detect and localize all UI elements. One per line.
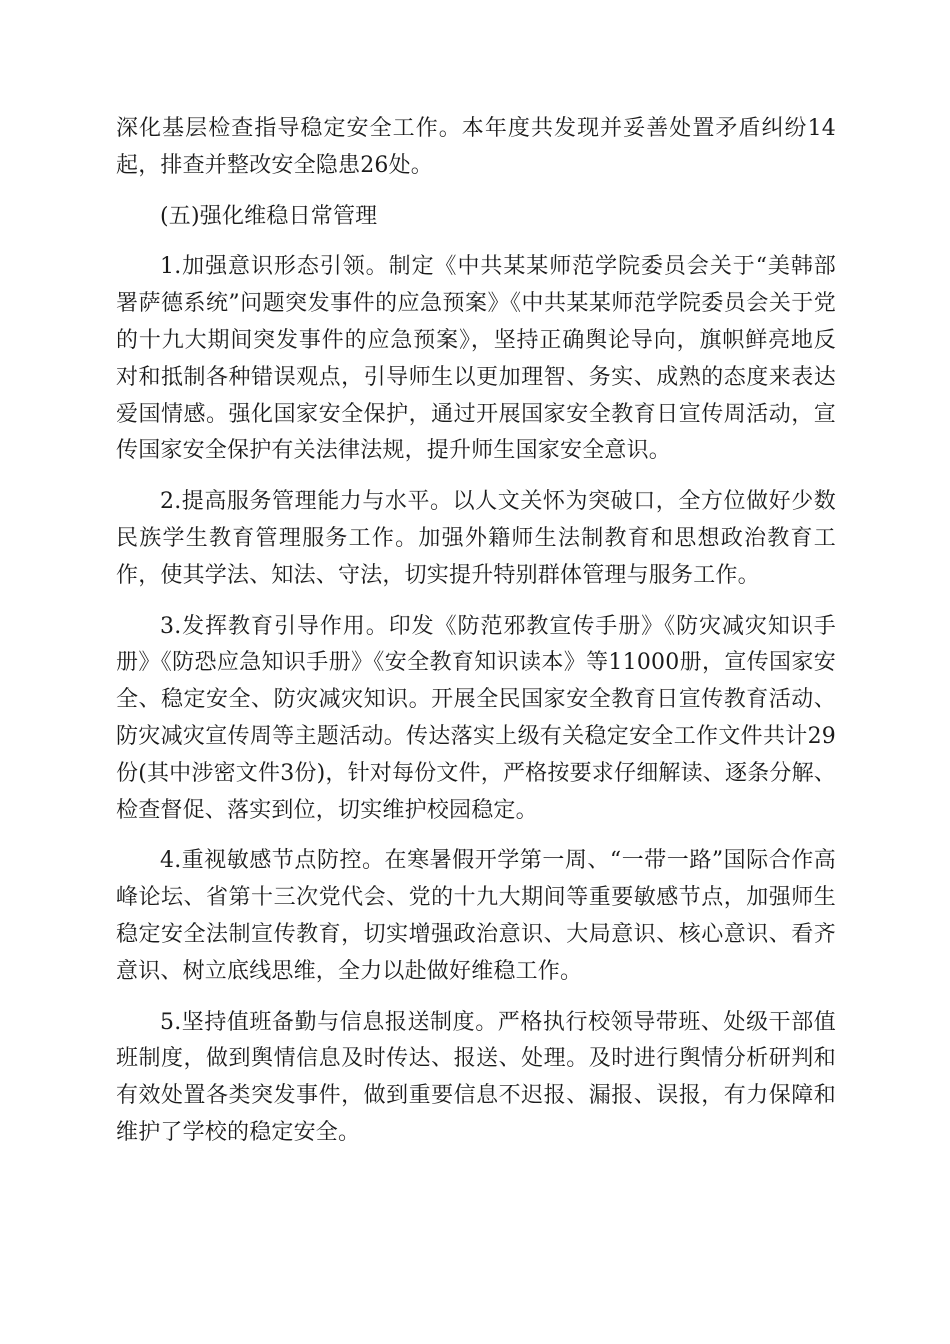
paragraph-item-3: 3.发挥教育引导作用。印发《防范邪教宣传手册》《防灾减灾知识手册》《防恐应急知识手册》《安全教育知识读本》等11000册，宣传国家安全、稳定安全、防灾减灾知识。开展全民国家安全教育日宣传教育活动、防灾减灾宣传周等主题活动。传达落实上级有关稳定安全工作文件共计29份(其中涉密文件3份)，针对每份文件，严格按要求仔细解读、逐条分解、检查督促、落实到位，切实维护校园稳定。	[116, 613, 836, 823]
document-page	[116, 111, 836, 1152]
paragraph-item-1: 1.加强意识形态引领。制定《中共某某师范学院委员会关于“美韩部署萨德系统”问题突发事件的应急预案》《中共某某师范学院委员会关于党的十九大期间突发事件的应急预案》，坚持正确舆论导向，旗帜鲜亮地反对和抵制各种错误观点，引导师生以更加理智、务实、成熟的态度来表达爱国情感。强化国家安全保护，通过开展国家安全教育日宣传周活动，宣传国家安全保护有关法律法规，提升师生国家安全意识。	[116, 254, 836, 464]
paragraph-item-2: 2.提高服务管理能力与水平。以人文关怀为突破口，全方位做好少数民族学生教育管理服务工作。加强外籍师生法制教育和思想政治教育工作，使其学法、知法、守法，切实提升特别群体管理与服务工作。	[116, 489, 836, 588]
paragraph-item-4: 4.重视敏感节点防控。在寒暑假开学第一周、“一带一路”国际合作高峰论坛、省第十三次党代会、党的十九大期间等重要敏感节点，加强师生稳定安全法制宣传教育，切实增强政治意识、大局意识、核心意识、看齐意识、树立底线思维，全力以赴做好维稳工作。	[116, 848, 836, 984]
section-heading: (五)强化维稳日常管理	[160, 203, 378, 229]
paragraph-item-5: 5.坚持值班备勤与信息报送制度。严格执行校领导带班、处级干部值班制度，做到舆情信息及时传达、报送、处理。及时进行舆情分析研判和有效处置各类突发事件，做到重要信息不迟报、漏报、误报，有力保障和维护了学校的稳定安全。	[116, 1009, 836, 1145]
continuation-paragraph: 深化基层检查指导稳定安全工作。本年度共发现并妥善处置矛盾纠纷14起，排查并整改安全隐患26处。	[116, 116, 836, 178]
